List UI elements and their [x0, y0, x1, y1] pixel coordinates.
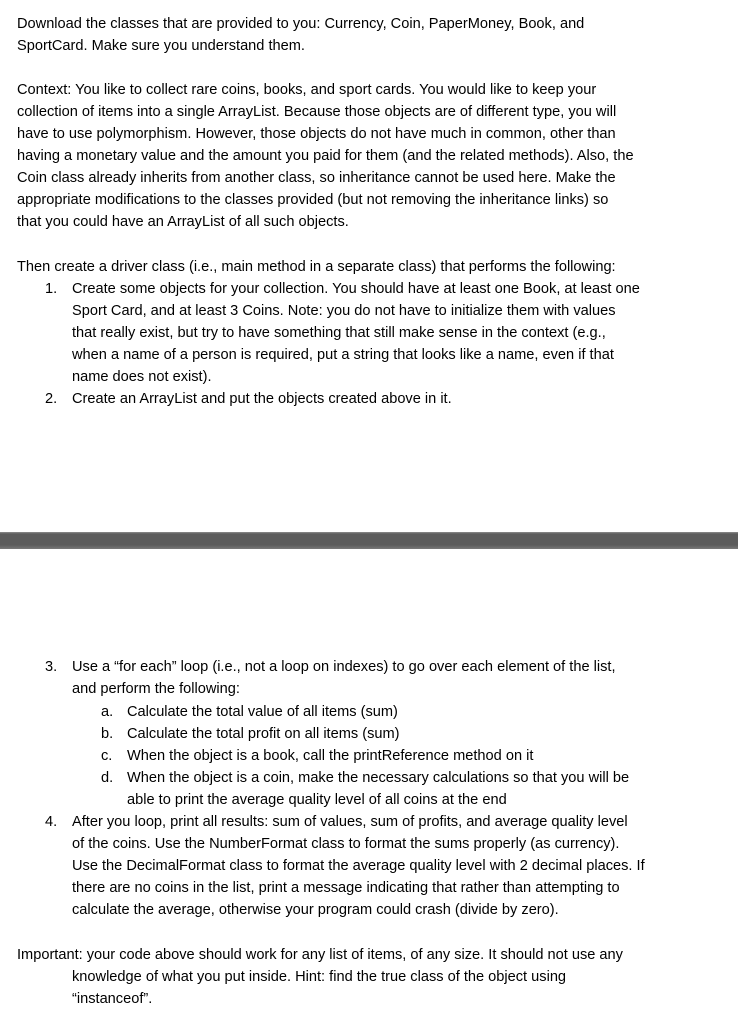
important-line: Important: your code above should work for any list of items, of any size. It should not use any: [17, 947, 623, 963]
important-line: knowledge of what you put inside. Hint: find the true class of the object using: [72, 969, 567, 985]
substep-line: Calculate the total profit on all items (sum): [127, 726, 400, 742]
substep-line: Calculate the total value of all items (sum): [127, 704, 398, 720]
context-line: Context: You like to collect rare coins, books, and sport cards. You would like to keep your: [17, 82, 597, 98]
substep-line: able to print the average quality level of all coins at the end: [127, 792, 507, 808]
step-4-line: calculate the average, otherwise your program could crash (divide by zero).: [72, 902, 559, 918]
substep-letter: c.: [101, 748, 113, 764]
step-1-line: that really exist, but try to have something that still make sense in the context (e.g.,: [72, 325, 606, 341]
step-3-line: Use a “for each” loop (i.e., not a loop on indexes) to go over each element of the list,: [72, 659, 616, 675]
substep-letter: a.: [101, 704, 114, 720]
step-3-line: and perform the following:: [72, 681, 240, 697]
context-line: have to use polymorphism. However, those objects do not have much in common, other than: [17, 126, 616, 142]
step-4-line: After you loop, print all results: sum of values, sum of profits, and average quality level: [72, 814, 628, 830]
context-line: appropriate modifications to the classes provided (but not removing the inheritance links) so: [17, 192, 609, 208]
context-line: that you could have an ArrayList of all such objects.: [17, 214, 349, 230]
step-4-line: Use the DecimalFormat class to format the average quality level with 2 decimal places. If: [72, 858, 645, 874]
context-line: Coin class already inherits from another class, so inheritance cannot be used here. Make the: [17, 170, 616, 186]
page-separator: [0, 532, 738, 549]
substep-letter: b.: [101, 726, 114, 742]
step-1-line: name does not exist).: [72, 369, 212, 385]
step-number: 2.: [45, 391, 58, 407]
step-1-line: Sport Card, and at least 3 Coins. Note: you do not have to initialize them with values: [72, 303, 616, 319]
context-line: collection of items into a single ArrayList. Because those objects are of different type, you will: [17, 104, 617, 120]
step-number: 4.: [45, 814, 58, 830]
important-line: “instanceof”.: [72, 991, 153, 1007]
step-4-line: there are no coins in the list, print a message indicating that rather than attempting to: [72, 880, 620, 896]
step-number: 3.: [45, 659, 58, 675]
document-page-bottom: [0, 549, 738, 1024]
substep-line: When the object is a coin, make the necessary calculations so that you will be: [127, 770, 630, 786]
intro-line: Download the classes that are provided to you: Currency, Coin, PaperMoney, Book, and: [17, 16, 585, 32]
step-2-line: Create an ArrayList and put the objects created above in it.: [72, 391, 452, 407]
substep-line: When the object is a book, call the printReference method on it: [127, 748, 534, 764]
step-number: 1.: [45, 281, 58, 297]
step-4-line: of the coins. Use the NumberFormat class to format the sums properly (as currency).: [72, 836, 620, 852]
substep-letter: d.: [101, 770, 114, 786]
step-1-line: Create some objects for your collection. You should have at least one Book, at least one: [72, 281, 640, 297]
driver-intro: Then create a driver class (i.e., main method in a separate class) that performs the following:: [17, 259, 616, 275]
context-line: having a monetary value and the amount you paid for them (and the related methods). Also, the: [17, 148, 634, 164]
step-1-line: when a name of a person is required, put a string that looks like a name, even if that: [72, 347, 614, 363]
intro-line: SportCard. Make sure you understand them.: [17, 38, 305, 54]
